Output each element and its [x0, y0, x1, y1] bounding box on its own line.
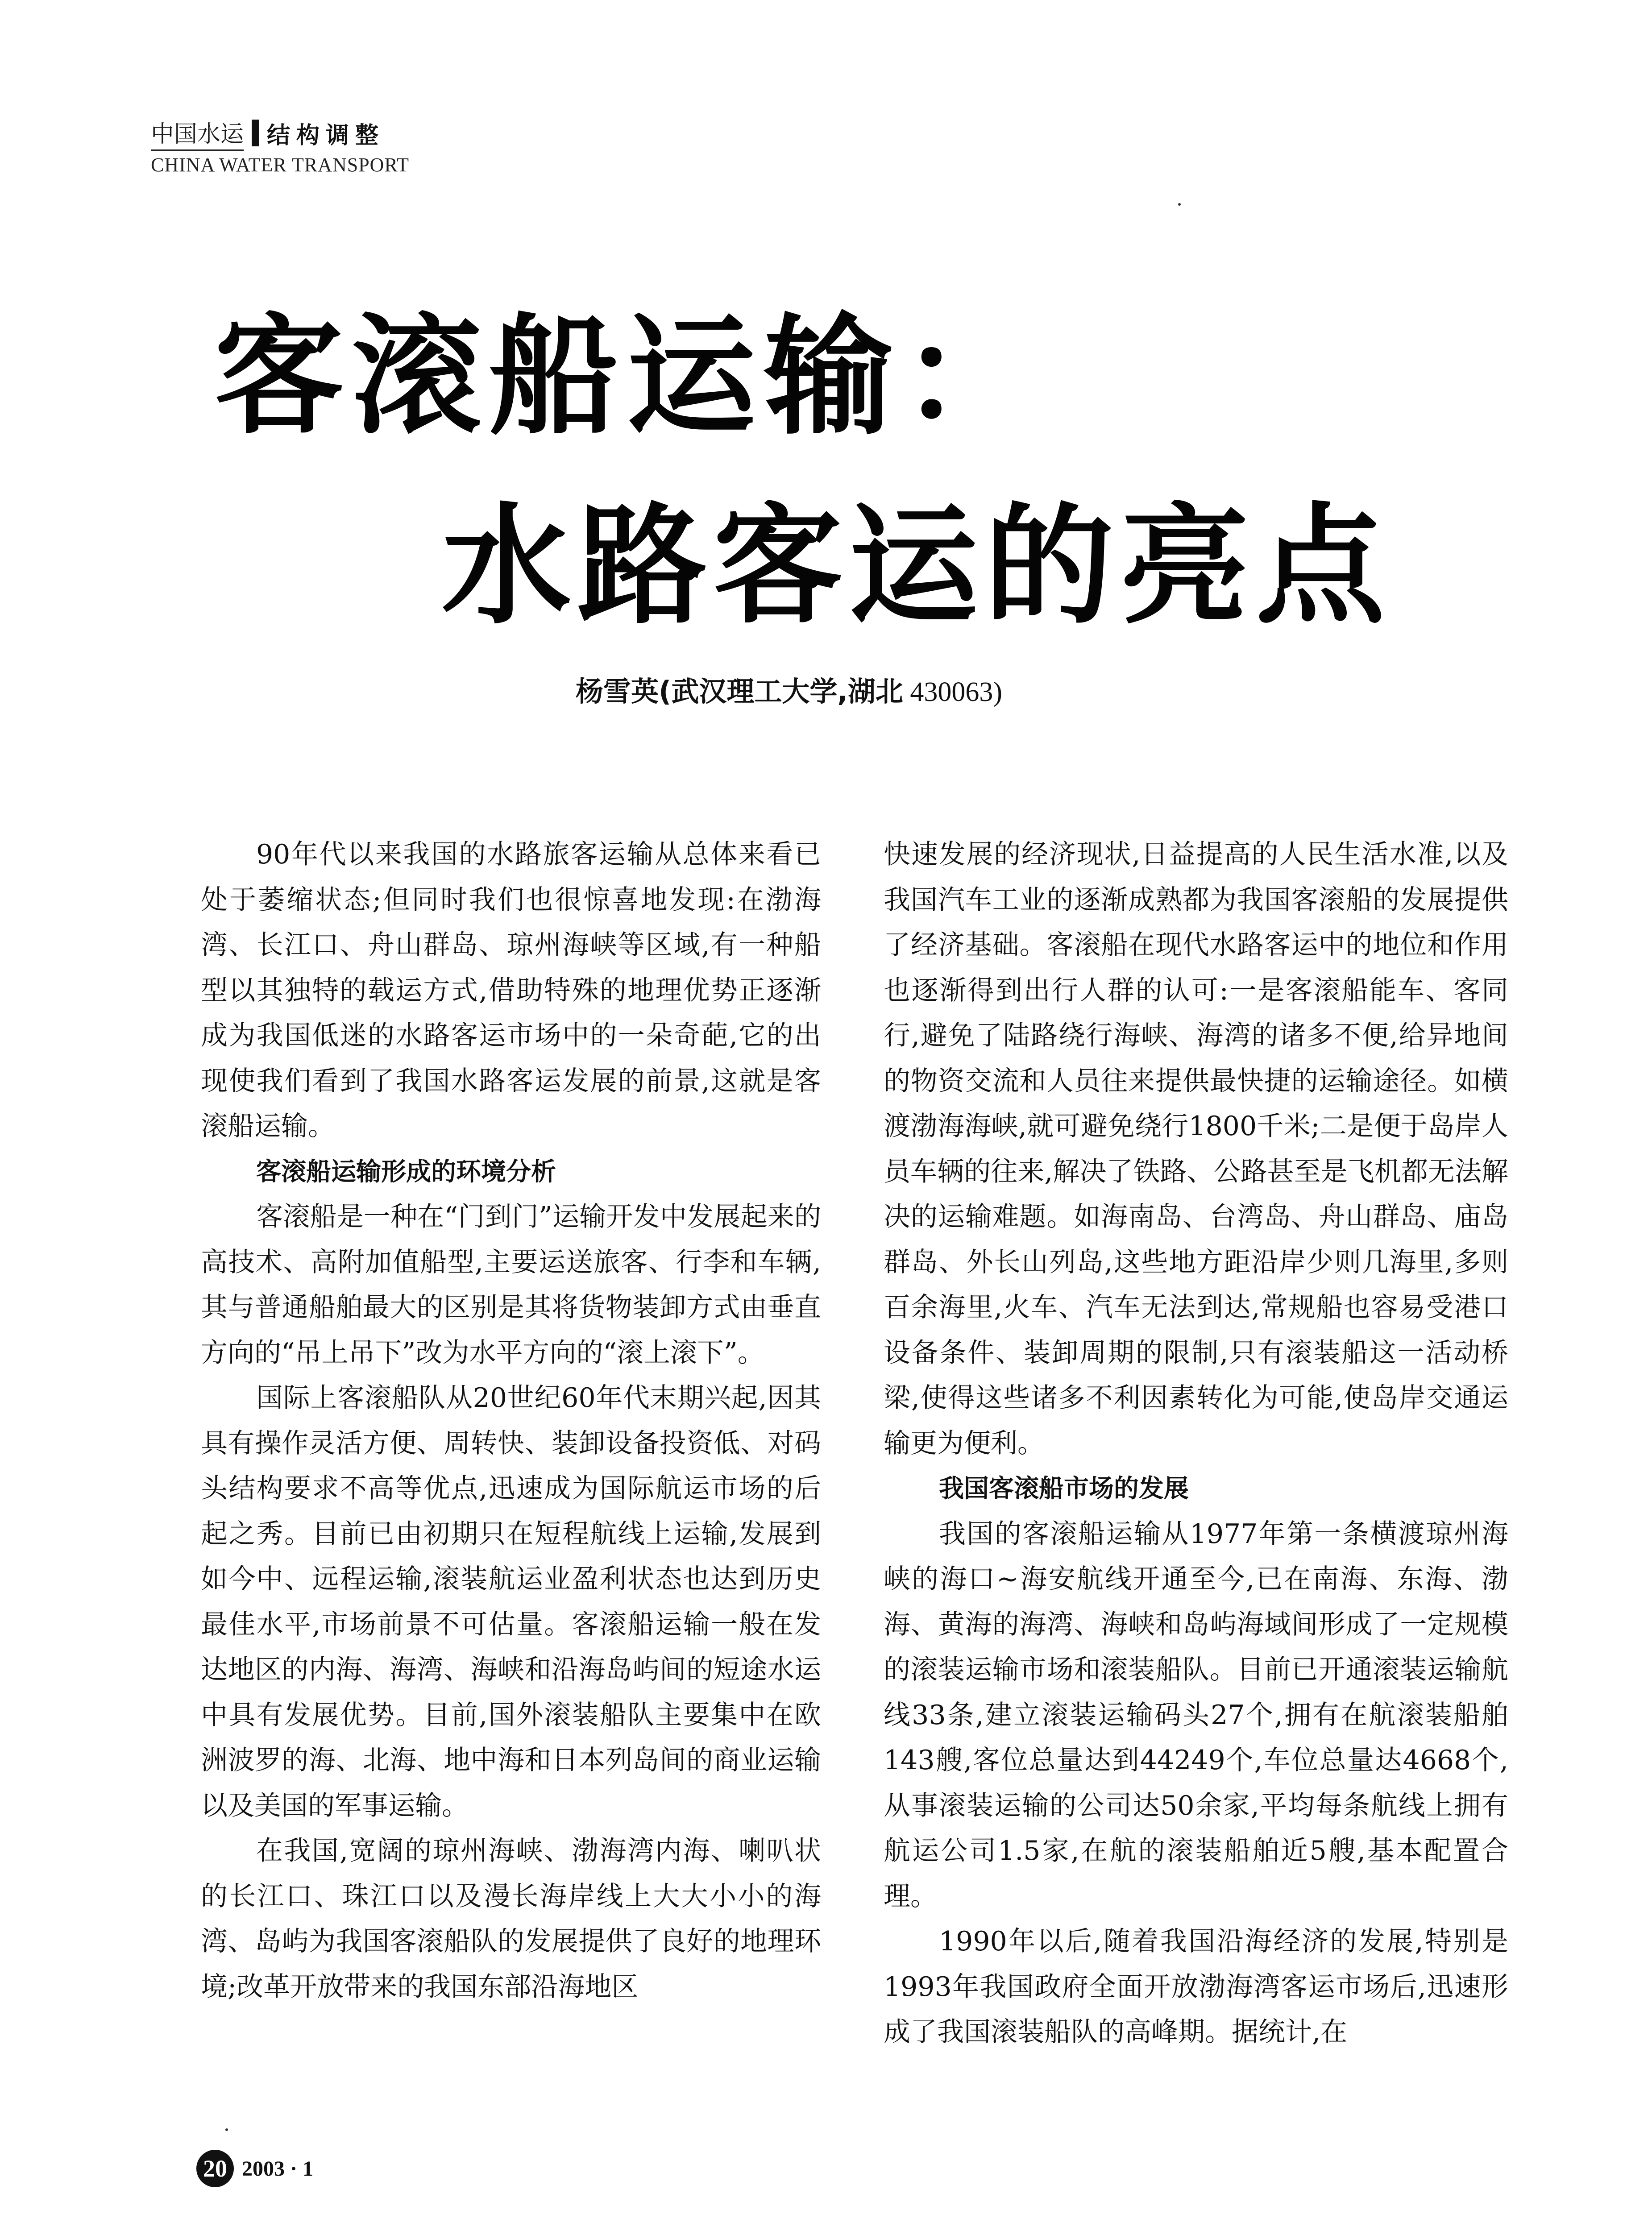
paragraph: 1990年以后,随着我国沿海经济的发展,特别是1993年我国政府全面开放渤海湾客运市场后,迅速形成了我国滚装船队的高峰期。据统计,在: [884, 1926, 1508, 2048]
section-marker-bar: [252, 120, 259, 146]
print-speck: [1178, 203, 1181, 206]
header-line: [151, 115, 409, 151]
section-heading: 我国客滚船市场的发展: [939, 1474, 1189, 1503]
postcode: 430063): [903, 677, 1003, 707]
paragraph: 我国的客滚船运输从1977年第一条横渡琼州海峡的海口~海安航线开通至今,已在南海、东海、渤海、黄海的海湾、海峡和岛屿海域间形成了一定规模的滚装运输市场和滚装船队。目前已开通滚装运输航线33条,建立滚装运输码头27个,拥有在航滚装船舶143艘,客位总量达到44249个,车位总量达4668个,从事滚装运输的公司达50余家,平均每条航线上拥有航运公司1.5家,在航的滚装船舶近5艘,基本配置合理。: [884, 1518, 1508, 1912]
article-title-line-2: 水路客运的亮点: [442, 491, 1391, 642]
body-column-right: [884, 832, 1508, 2055]
page-footer: [196, 2150, 313, 2187]
journal-name-cn: 中国水运: [151, 115, 244, 151]
author-affiliation: 杨雪英(武汉理工大学,湖北: [576, 675, 903, 708]
running-header: [151, 115, 409, 176]
section-heading: 客滚船运输形成的环境分析: [256, 1157, 556, 1186]
body-column-left: [201, 832, 821, 2010]
paragraph: 国际上客滚船队从20世纪60年代末期兴起,因其具有操作灵活方便、周转快、装卸设备投资低、对码头结构要求不高等优点,迅速成为国际航运市场的后起之秀。目前已由初期只在短程航线上运输,发展到如今中、远程运输,滚装航运业盈利状态也达到历史最佳水平,市场前景不可估量。客滚船运输一般在发达地区的内海、海湾、海峡和沿海岛屿间的短途水运中具有发展优势。目前,国外滚装船队主要集中在欧洲波罗的海、北海、地中海和日本列岛间的商业运输以及美国的军事运输。: [201, 1382, 821, 1821]
journal-name-en: CHINA WATER TRANSPORT: [151, 154, 410, 176]
paragraph: 客滚船是一种在“门到门”运输开发中发展起来的高技术、高附加值船型,主要运送旅客、行李和车辆,其与普通船舶最大的区别是其将货物装卸方式由垂直方向的“吊上吊下”改为水平方向的“滚上滚下”。: [201, 1201, 821, 1368]
article-title-line-1: 客滚船运输：: [214, 302, 1039, 452]
print-speck: [225, 2128, 228, 2131]
paragraph: 90年代以来我国的水路旅客运输从总体来看已处于萎缩状态;但同时我们也很惊喜地发现:在渤海湾、长江口、舟山群岛、琼州海峡等区域,有一种船型以其独特的载运方式,借助特殊的地理优势正逐渐成为我国低迷的水路客运市场中的一朵奇葩,它的出现使我们看到了我国水路客运发展的前景,这就是客滚船运输。: [201, 839, 821, 1142]
section-name: 结构调整: [267, 122, 385, 149]
paragraph: 在我国,宽阔的琼州海峡、渤海湾内海、喇叭状的长江口、珠江口以及漫长海岸线上大大小小的海湾、岛屿为我国客滚船队的发展提供了良好的地理环境;改革开放带来的我国东部沿海地区: [201, 1835, 821, 2003]
paragraph-continued: 快速发展的经济现状,日益提高的人民生活水准,以及我国汽车工业的逐渐成熟都为我国客滚船的发展提供了经济基础。客滚船在现代水路客运中的地位和作用也逐渐得到出行人群的认可:一是客滚船能车、客同行,避免了陆路绕行海峡、海湾的诸多不便,给异地间的物资交流和人员往来提供最快捷的运输途径。如横渡渤海海峡,就可避免绕行1800千米;二是便于岛岸人员车辆的往来,解决了铁路、公路甚至是飞机都无法解决的运输难题。如海南岛、台湾岛、舟山群岛、庙岛群岛、外长山列岛,这些地方距沿岸少则几海里,多则百余海里,火车、汽车无法到达,常规船也容易受港口设备条件、装卸周期的限制,只有滚装船这一活动桥梁,使得这些诸多不利因素转化为可能,使岛岸交通运输更为便利。: [884, 839, 1508, 1459]
page-number-badge: 20: [196, 2150, 234, 2187]
author-byline: [576, 669, 1002, 709]
issue-number: 2003 · 1: [242, 2156, 314, 2181]
